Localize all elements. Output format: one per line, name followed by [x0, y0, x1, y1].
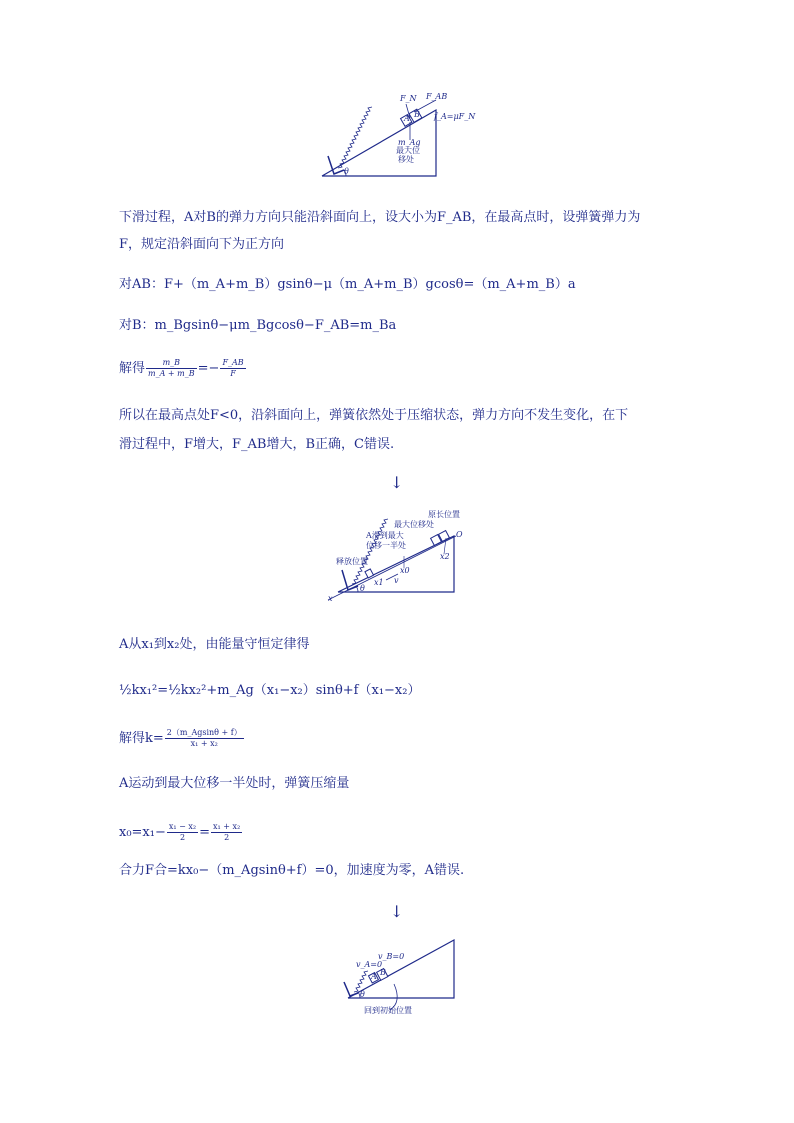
paragraph-5: 合力F合=kx₀−（m_Agsinθ+f）=0，加速度为零，A错误. [119, 863, 465, 878]
figure-1 [322, 90, 476, 180]
equation-b: 对B：m_Bgsinθ−μm_Bgcosθ−F_AB=m_Ba [119, 318, 397, 333]
equation-ab: 对AB：F+（m_A+m_B）gsinθ−μ（m_A+m_B）gcosθ=（m_A+m_B）a [119, 277, 576, 292]
figure-2 [328, 508, 468, 604]
label-x1: x1 [374, 578, 384, 587]
paragraph-2-line-2: 滑过程中，F增大，F_AB增大，B正确，C错误. [119, 437, 395, 452]
fraction-fab-den: F [230, 369, 236, 378]
label-va: v_A=0 [356, 960, 383, 969]
label-theta: θ [360, 584, 365, 593]
solution-2-prefix: 解得k= [119, 731, 164, 746]
block-release [365, 569, 374, 578]
label-fn: F_N [400, 94, 417, 103]
label-block-a: A [371, 972, 377, 981]
solution-1-prefix: 解得 [119, 361, 146, 376]
label-half-2: 位移一半处 [366, 541, 406, 550]
fraction-sum-num: x₁ + x₂ [213, 822, 241, 831]
label-half-1: A滑到最大 [366, 531, 404, 540]
label-back-to-start: 回到初始位置 [364, 1006, 412, 1015]
fraction-k-den: x₁ + x₂ [190, 739, 218, 748]
fraction-diff-num: x₁ − x₂ [168, 822, 197, 831]
fraction-sum [211, 822, 242, 843]
label-release: 释放位置 [336, 557, 368, 566]
solution-1-equals: =− [197, 361, 220, 376]
fraction-k-num: 2（m_Agsinθ + f） [166, 728, 242, 737]
label-theta: θ [360, 990, 365, 999]
fraction-fab-num: F_AB [222, 358, 244, 367]
paragraph-4: A运动到最大位移一半处时，弹簧压缩量 [119, 776, 350, 791]
paragraph-1-line-1: 下滑过程，A对B的弹力方向只能沿斜面向上，设大小为F_AB，在最高点时，设弹簧弹力为 [119, 210, 641, 225]
x0-equation [119, 822, 243, 843]
label-block-a: A [404, 114, 410, 123]
label-o: O [456, 530, 463, 539]
label-max-disp-1: 最大位 [396, 146, 420, 155]
solution-1 [119, 358, 247, 379]
down-arrow-1: ↓ [390, 473, 404, 492]
label-fab: F_AB [426, 92, 448, 101]
incline-diagram-1 [322, 90, 442, 180]
x0-equation-prefix: x₀=x₁− [119, 825, 166, 840]
label-mg: m_Ag [398, 138, 421, 147]
label-friction: f_A=μF_N [434, 112, 476, 121]
paragraph-3: A从x₁到x₂处，由能量守恒定律得 [119, 637, 310, 652]
down-arrow-2: ↓ [390, 902, 404, 921]
fraction-sum-den: 2 [224, 833, 230, 842]
energy-equation: ½kx₁²=½kx₂²+m_Ag（x₁−x₂）sinθ+f（x₁−x₂） [119, 683, 421, 698]
fraction-diff-den: 2 [179, 833, 186, 842]
spring [338, 107, 372, 168]
label-vb: v_B=0 [378, 952, 405, 961]
fraction-mb-den: m_A + m_B [148, 369, 195, 378]
label-max-disp-2: 移处 [398, 155, 414, 164]
label-theta: θ [344, 167, 349, 176]
fraction-mb-num: m_B [146, 358, 197, 369]
wall-stopper [344, 982, 358, 996]
solution-2 [119, 728, 245, 749]
label-x2: x2 [440, 552, 450, 561]
fraction-k [165, 728, 244, 749]
figure-3 [340, 936, 460, 1018]
label-x: x [328, 594, 333, 603]
fraction-diff [167, 822, 198, 843]
label-v: v [394, 576, 399, 585]
label-natural-length: 原长位置 [428, 510, 460, 519]
x0-equation-equals: = [199, 825, 211, 840]
label-x0: x0 [400, 566, 410, 575]
paragraph-2-line-1: 所以在最高点处F<0，沿斜面向上，弹簧依然处于压缩状态，弹力方向不发生变化，在下 [119, 408, 629, 423]
label-max-displacement: 最大位移处 [394, 520, 434, 529]
fraction-fab [220, 358, 245, 379]
label-block-b: B [380, 968, 386, 977]
paragraph-1-line-2: F，规定沿斜面向下为正方向 [119, 237, 285, 252]
label-block-b: B [414, 110, 420, 119]
fraction-mb [146, 358, 197, 379]
